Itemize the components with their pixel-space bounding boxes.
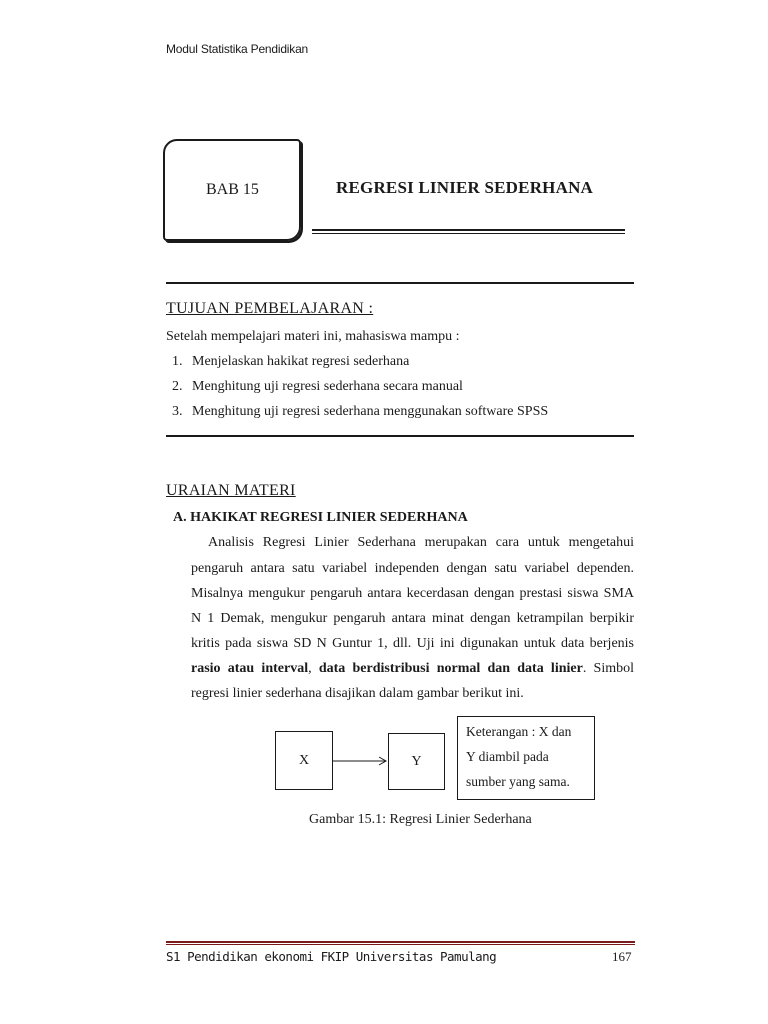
content-heading: URAIAN MATERI: [166, 482, 296, 499]
variable-x-label: X: [298, 752, 310, 768]
paragraph-line: regresi linier sederhana disajikan dalam gambar berikut ini.: [191, 686, 524, 701]
arrow-right-icon: [333, 754, 389, 768]
variable-y-box: [388, 733, 445, 790]
list-number: 2.: [172, 379, 183, 394]
objective-item: [172, 404, 548, 420]
variable-y-label: Y: [411, 753, 422, 769]
title-underline-thin: [312, 233, 625, 234]
objectives-top-rule: [166, 282, 634, 284]
figure-note: Keterangan : X dan Y diambil pada sumber yang sama.: [457, 716, 595, 800]
paragraph-line: kritis pada siswa SD N Guntur 1, dll. Uji ini digunakan untuk data berjenis: [191, 636, 634, 651]
footer-rule: [166, 941, 635, 943]
footer-institution: S1 Pendidikan ekonomi FKIP Universitas Pamulang: [166, 949, 497, 964]
page-number: 167: [612, 949, 632, 964]
list-number: 1.: [172, 354, 183, 369]
chapter-number: BAB 15: [206, 181, 259, 198]
paragraph-line: Analisis Regresi Linier Sederhana merupakan cara untuk mengetahui: [208, 535, 634, 550]
figure-caption: Gambar 15.1: Regresi Linier Sederhana: [309, 812, 532, 827]
objectives-intro: Setelah mempelajari materi ini, mahasiswa mampu :: [166, 329, 460, 344]
list-number: 3.: [172, 404, 183, 419]
objectives-bottom-rule: [166, 435, 634, 437]
paragraph-line: rasio atau interval, data berdistribusi normal dan data linier. Simbol: [191, 661, 635, 676]
footer-rule-thin: [166, 944, 635, 945]
list-text: Menjelaskan hakikat regresi sederhana: [192, 354, 410, 369]
title-underline: [312, 229, 625, 231]
bold-term: rasio atau interval: [191, 661, 309, 676]
running-header: Modul Statistika Pendidikan: [166, 42, 309, 56]
list-text: Menghitung uji regresi sederhana secara manual: [192, 379, 463, 394]
variable-x-box: [275, 731, 333, 790]
list-text: Menghitung uji regresi sederhana menggunakan software SPSS: [192, 404, 549, 419]
bold-term: data berdistribusi normal dan data linier: [318, 661, 583, 676]
subsection-heading: A. HAKIKAT REGRESI LINIER SEDERHANA: [173, 510, 468, 525]
objectives-heading: TUJUAN PEMBELAJARAN :: [166, 300, 374, 317]
chapter-title: REGRESI LINIER SEDERHANA: [336, 178, 594, 197]
paragraph-line: Misalnya mengukur pengaruh antara kecerdasan dengan prestasi siswa SMA: [191, 586, 634, 601]
paragraph-line: N 1 Demak, mengukur pengaruh antara minat dengan ketrampilan berpikir: [191, 611, 634, 626]
objective-item: [172, 354, 409, 370]
objective-item: [172, 379, 463, 395]
paragraph-line: pengaruh antara satu variabel independen dengan satu variabel dependen.: [191, 561, 634, 576]
